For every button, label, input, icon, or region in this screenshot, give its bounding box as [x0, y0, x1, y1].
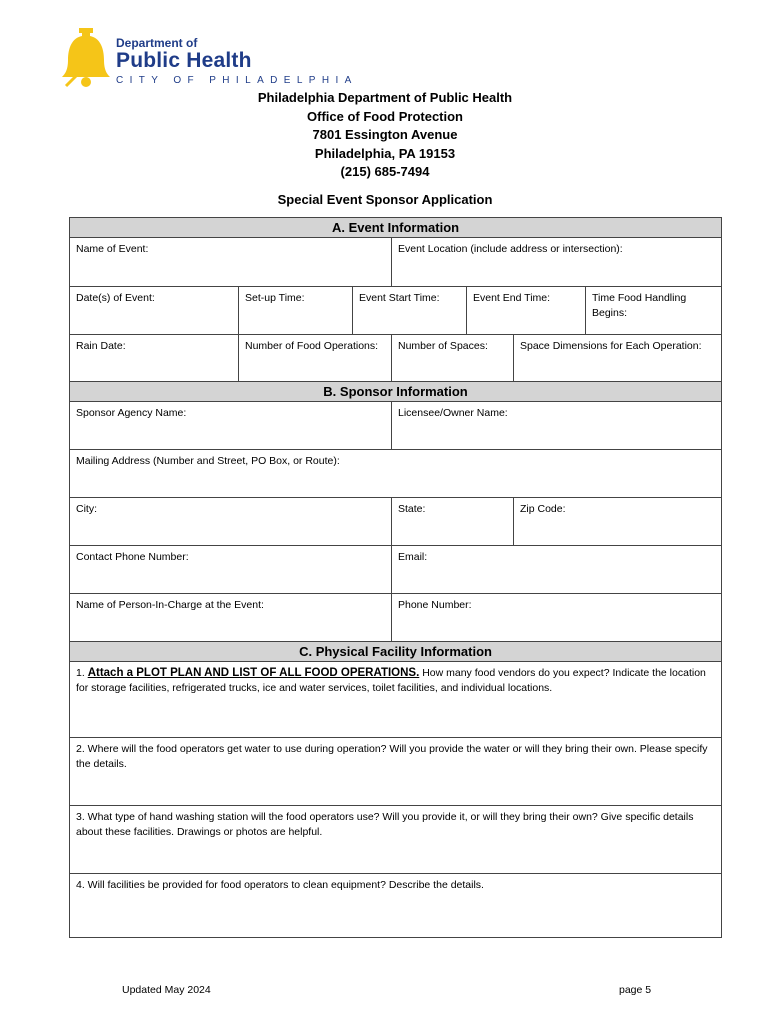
licensee-owner-field[interactable]: Licensee/Owner Name: — [392, 402, 722, 450]
agency-name: Philadelphia Department of Public Health — [257, 90, 513, 105]
section-a-header: A. Event Information — [70, 218, 722, 238]
event-dates-field[interactable]: Date(s) of Event: — [70, 287, 239, 335]
state-field[interactable]: State: — [392, 498, 514, 546]
mailing-address-field[interactable]: Mailing Address (Number and Street, PO Box, or Route): — [70, 450, 722, 498]
email-field[interactable]: Email: — [392, 546, 722, 594]
event-start-time-field[interactable]: Event Start Time: — [353, 287, 467, 335]
logo-line1: Department of — [116, 36, 198, 50]
sponsor-agency-field[interactable]: Sponsor Agency Name: — [70, 402, 392, 450]
logo-line3: CITY OF PHILADELPHIA — [116, 75, 358, 86]
liberty-bell-icon — [60, 28, 112, 90]
page-number: page 5 — [619, 984, 652, 996]
pic-phone-field[interactable]: Phone Number: — [392, 594, 722, 642]
question-2-field[interactable]: 2. Where will the food operators get water to use during operation? Will you provide the water or will they bring their own. Please specify the details. — [70, 738, 722, 806]
contact-phone-field[interactable]: Contact Phone Number: — [70, 546, 392, 594]
space-dimensions-field[interactable]: Space Dimensions for Each Operation: — [514, 335, 722, 382]
question-1-bold-text: Attach a PLOT PLAN AND LIST OF ALL FOOD OPERATIONS. — [87, 667, 420, 679]
logo-line2: Public Health — [116, 49, 252, 72]
person-in-charge-field[interactable]: Name of Person-In-Charge at the Event: — [70, 594, 392, 642]
food-handling-time-field[interactable]: Time Food Handling Begins: — [586, 287, 722, 335]
pdph-logo — [60, 28, 360, 90]
zip-code-field[interactable]: Zip Code: — [514, 498, 722, 546]
office-name: Office of Food Protection — [307, 108, 463, 124]
section-b-header: B. Sponsor Information — [70, 382, 722, 402]
setup-time-field[interactable]: Set-up Time: — [239, 287, 353, 335]
street-address: 7801 Essington Avenue — [312, 127, 458, 143]
event-end-time-field[interactable]: Event End Time: — [467, 287, 586, 335]
footer-updated: Updated May 2024 — [122, 984, 211, 996]
form-title: Special Event Sponsor Application — [277, 192, 493, 207]
question-1-number: 1. — [76, 667, 85, 679]
question-1-text: How many food vendors do you expect? Indicate the location for storage facilities, refrigerated trucks, ice and water services, toilet facilities, and individual locations. — [76, 667, 706, 694]
number-of-food-operations-field[interactable]: Number of Food Operations: — [239, 335, 392, 382]
number-of-spaces-field[interactable]: Number of Spaces: — [392, 335, 514, 382]
question-4-field[interactable]: 4. Will facilities be provided for food operators to clean equipment? Describe the details. — [70, 874, 722, 938]
city-field[interactable]: City: — [70, 498, 392, 546]
rain-date-field[interactable]: Rain Date: — [70, 335, 239, 382]
name-of-event-field[interactable]: Name of Event: — [70, 238, 392, 287]
question-1-field[interactable] — [70, 662, 722, 738]
city-state-zip: Philadelphia, PA 19153 — [314, 145, 456, 161]
phone-number: (215) 685-7494 — [340, 164, 430, 180]
section-c-header: C. Physical Facility Information — [70, 642, 722, 662]
event-location-field[interactable]: Event Location (include address or intersection): — [392, 238, 722, 287]
question-3-field[interactable]: 3. What type of hand washing station will the food operators use? Will you provide it, or will they bring their own? Give specific details about these facilities. Drawings or photos are helpful. — [70, 806, 722, 874]
application-form — [69, 217, 722, 938]
agency-address-block — [0, 89, 770, 182]
